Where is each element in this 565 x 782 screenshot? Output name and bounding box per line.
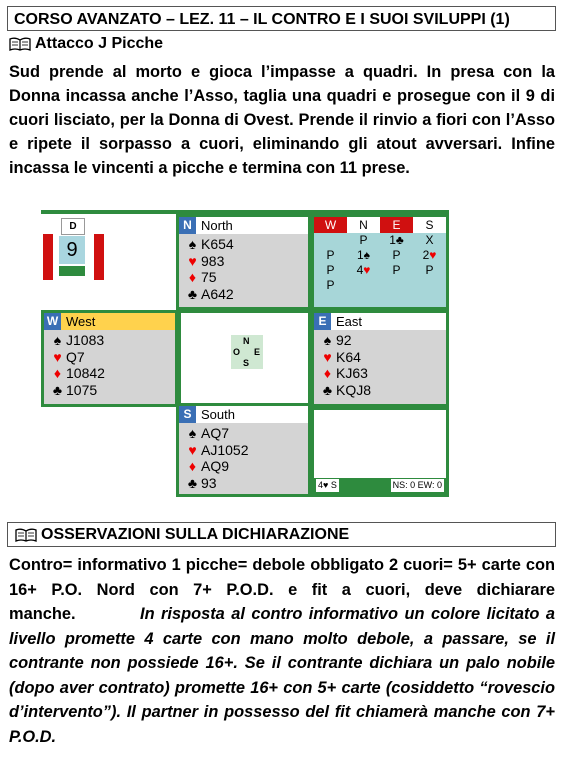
west-hearts: Q7 xyxy=(66,348,85,365)
east-clubs: KQJ8 xyxy=(336,381,372,398)
bidding-notes-header xyxy=(7,522,556,547)
west-hand-panel xyxy=(41,310,178,407)
club-icon: ♣ xyxy=(187,285,198,302)
north-hearts: 983 xyxy=(201,252,225,269)
spade-icon: ♠ xyxy=(188,425,197,441)
club-icon: ♣ xyxy=(52,381,63,398)
lesson-header: CORSO AVANZATO – LEZ. 11 – IL CONTRO E I SUOI SVILUPPI (1) xyxy=(7,6,556,31)
bid: P xyxy=(425,263,434,277)
club-icon: ♣ xyxy=(187,474,198,491)
east-seat-badge: E xyxy=(314,313,331,330)
west-seat-badge: W xyxy=(44,313,61,330)
contract-label: 4♥ S xyxy=(318,480,337,490)
south-name: South xyxy=(201,407,235,422)
west-clubs: 1075 xyxy=(66,381,98,398)
club-icon: ♣ xyxy=(322,381,333,398)
east-spades: 92 xyxy=(336,332,352,348)
south-diamonds: AQ9 xyxy=(201,458,230,474)
south-spades: AQ7 xyxy=(201,425,230,441)
bid: P xyxy=(326,263,335,277)
result-bar xyxy=(314,478,446,494)
bid xyxy=(380,278,413,293)
bid: P xyxy=(326,248,335,262)
bidding-header-north: N xyxy=(347,217,380,233)
west-spades: J1083 xyxy=(66,332,105,348)
vulnerability-bar-east xyxy=(94,234,104,280)
south-seat-badge: S xyxy=(179,406,196,423)
diamond-icon: ♦ xyxy=(188,458,197,474)
bid xyxy=(413,278,446,293)
dealer-indicator: D xyxy=(61,218,85,235)
south-clubs: 93 xyxy=(201,474,217,491)
north-spades: K654 xyxy=(201,236,234,252)
heart-icon: ♥ xyxy=(188,252,197,269)
bidding-notes-italic: In risposta al contro informativo un colore licitato a livello promette 4 carte con mano molto debole, a passare, se il contrante non possiede 16+. Se il contrante dichiara un palo nobile (dopo aver contrato) promette 16+ con 5+ carte (cosiddetto “rovescio d’intervento”). Il partner in possesso del fit chiamerà manche con 7+ P.O.D. xyxy=(9,605,555,746)
diamond-icon: ♦ xyxy=(188,269,197,285)
heart-icon: ♥ xyxy=(323,348,332,365)
bid: P xyxy=(392,263,401,277)
bidding-row xyxy=(314,263,446,278)
diamond-icon: ♦ xyxy=(53,365,62,381)
play-description: Sud prende al morto e gioca l’impasse a quadri. In presa con la Donna incassa anche l’Asso, taglia una quadri e prosegue con il 9 di cuori lisciato, per la Donna di Ovest. Prende il rinvio a fiori con l’Asso e ripete il sorpasso a cuori, eliminando gli atout avversari. Infine incassa le vincenti a picche e termina con 11 prese. xyxy=(9,63,555,177)
compass-o: O xyxy=(233,347,241,357)
compass-s: S xyxy=(243,358,250,368)
opening-lead-title: Attacco J Picche xyxy=(35,35,164,52)
heart-icon: ♥ xyxy=(188,441,197,458)
bidding-row xyxy=(314,248,446,263)
bidding-header-west: W xyxy=(314,217,347,233)
compass-e: E xyxy=(254,347,261,357)
bid: 1♣ xyxy=(389,233,404,247)
result-box xyxy=(311,407,449,497)
table-center xyxy=(178,310,311,407)
north-diamonds: 75 xyxy=(201,269,217,285)
deal-info xyxy=(41,214,176,306)
north-name: North xyxy=(201,218,233,233)
bidding-notes-title: OSSERVAZIONI SULLA DICHIARAZIONE xyxy=(41,526,350,543)
north-seat-badge: N xyxy=(179,217,196,234)
bidding-row xyxy=(314,278,446,293)
west-diamonds: 10842 xyxy=(66,365,105,381)
vulnerability-bar-south xyxy=(59,266,85,276)
bid: 2♥ xyxy=(422,248,437,262)
bidding-header-south: S xyxy=(413,217,446,233)
east-name: East xyxy=(336,314,363,329)
heart-icon: ♥ xyxy=(53,348,62,365)
book-icon xyxy=(15,528,37,542)
north-hand-panel xyxy=(176,214,311,310)
east-hearts: K64 xyxy=(336,348,361,365)
vulnerability-bar-west xyxy=(43,234,53,280)
south-hand-panel xyxy=(176,403,311,497)
spade-icon: ♠ xyxy=(53,332,62,348)
bidding-notes-normal: Contro= informativo 1 picche= debole obbligato 2 cuori= 5+ carte con 16+ P.O. Nord con 7+ P.O.D. e fit a cuori, deve dichiarare manche. xyxy=(9,556,555,623)
bidding-notes xyxy=(9,553,555,749)
bidding-row xyxy=(314,233,446,248)
bidding-header-east: E xyxy=(380,217,413,233)
opening-lead-heading xyxy=(9,35,163,53)
spade-icon: ♠ xyxy=(323,332,332,348)
bid: P xyxy=(326,278,335,292)
bridge-board xyxy=(41,210,449,497)
bidding-box xyxy=(311,214,449,310)
compass-n: N xyxy=(243,336,250,346)
bid: P xyxy=(392,248,401,262)
diamond-icon: ♦ xyxy=(323,365,332,381)
compass-icon xyxy=(231,335,263,369)
east-hand-panel xyxy=(311,310,449,407)
bid: 1♠ xyxy=(356,248,371,262)
bid: P xyxy=(359,233,368,247)
spade-icon: ♠ xyxy=(188,236,197,252)
board-number: 9 xyxy=(59,236,85,264)
north-clubs: A642 xyxy=(201,285,234,302)
bid: X xyxy=(425,233,434,247)
book-icon xyxy=(9,37,31,51)
bid xyxy=(314,233,347,248)
east-diamonds: KJ63 xyxy=(336,365,368,381)
bid: 4♥ xyxy=(356,263,371,277)
south-hearts: AJ1052 xyxy=(201,441,249,458)
west-name: West xyxy=(66,314,96,329)
bid xyxy=(347,278,380,293)
score-label: NS: 0 EW: 0 xyxy=(392,480,442,490)
